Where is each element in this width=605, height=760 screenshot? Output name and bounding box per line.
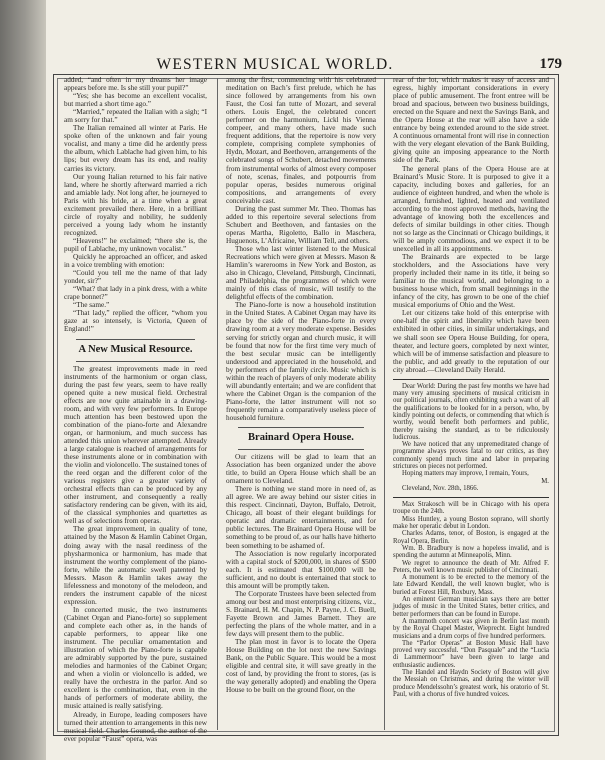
paragraph: The Brainards are expected to be large stockholders, and the Associations have very properly included their name in its title, it being so familiar to the musical world, and belonging to a business house which, from small beginnings in the infancy of the city, has grown to be one of the chief musical emporiums of Ohio and the West. xyxy=(393,253,549,310)
paragraph: added, “and often in my dreams her image appears before me. Is she still your pupil?” xyxy=(64,76,207,93)
section-rule xyxy=(238,427,364,428)
paragraph: Quickly he approached an officer, and asked in a voice trembling with emotion: xyxy=(64,253,207,270)
section-rule xyxy=(393,497,549,498)
paragraph: The great improvement, in quality of tone, attained by the Mason & Hamlin Cabinet Organ, doing away with the nasal reediness of the physharmonica or harmonium, has made that instrument the worthy complement of the piano-forte, while the automatic swell patented by Messrs. Mason & Hamlin takes away the lifelessness and monotony of the melodeon, and renders the instrument capable of the nicest expression. xyxy=(64,525,207,606)
paragraph: “What? that lady in a pink dress, with a white crape bonnet?” xyxy=(64,285,207,302)
news-note: The “Parlor Operas” at Boston Music Hall have proved very successful. “Don Pasquale” and the “Lucia di Lammermoor” have been given to large and enthusiastic audiences. xyxy=(393,639,549,669)
letter-paragraph: Hoping matters may improve, I remain, Yours, xyxy=(402,470,529,478)
section-rule xyxy=(76,339,195,340)
news-note: The Handel and Haydn Society of Boston will give the Messiah on Christmas, and during the winter will produce Mendelssohn’s greatest work, his oratorio of St. Paul, with a chorus of five hundred voices. xyxy=(393,669,549,698)
news-note: Wm. B. Bradbury is now a hopeless invalid, and is spending the autumn at Minneapolis, Minn. xyxy=(393,544,549,560)
news-note: Miss Huntley, a young Boston soprano, will shortly make her operatic debut in London. xyxy=(393,515,549,531)
column-divider xyxy=(217,78,218,730)
paragraph: The Italian remained all winter at Paris. He spoke often of the unknown and fair young vocalist, and many a time did he ardently press the album, which Lablache had given him, to his lips; but every dream has its end, and reality carries its victory. xyxy=(64,124,207,173)
paragraph: The Corporate Trustees have been selected from among our best and most enterprising citizens, viz., S. Brainard, H. M. Chapin, N. P. Payne, J. C. Buell, Fayette Brown and James Barnett. They are perfecting the plans of the whole matter, and in a few days will present them to the public. xyxy=(226,589,376,639)
paragraph: “Married,” repeated the Italian with a sigh; “I am sorry for that.” xyxy=(64,108,207,125)
paragraph: “Heavens!” he exclaimed; “there she is, the pupil of Lablache, my unknown vocalist.” xyxy=(64,236,207,253)
column-2 xyxy=(226,76,376,726)
letter-signature: M. xyxy=(541,477,549,485)
section-rule xyxy=(76,361,195,362)
section-rule xyxy=(238,449,364,450)
page-number: 179 xyxy=(539,56,562,72)
paragraph: The Association is now regularly incorporated with a capital stock of $200,000, in shares of $500 each. It is estimated that $100,000 will be sufficient, and no doubt is entertained that stock to this amount will be promptly taken. xyxy=(226,549,376,590)
paragraph: Those who last winter listened to the Musical Recreations which were given at Messrs. Mason & Hamlin’s warerooms in New York and Boston, as also in Chicago, Cleveland, Pittsburgh, Cincinnati, and Philadelphia, the programmes of which were mainly of this class of music, will testify to the delightful effects of the combination. xyxy=(226,244,376,302)
binding-shadow xyxy=(0,0,46,760)
column-divider xyxy=(384,78,385,730)
paragraph: Let our citizens take hold of this enterprise with one-half the spirit and liberality which have been exhibited in other cities, in similar undertakings, and we shall soon see Opera House Building, for opera, theater, and lecture goers, completed by next winter, which will be of immense satisfaction and pleasure to the public, and add greatly to the reputation of our city abroad.—Cleveland Daily Herald. xyxy=(393,309,549,374)
paragraph: “Could you tell me the name of that lady yonder, sir?” xyxy=(64,269,207,286)
letter-paragraph: Dear World: During the past few months we have had many very amusing specimens of musical criticism in our political journals, often exhibiting such a want of all the qualifications to be looked for in a person, who, by kindly pointing out defects, or commending that which is worthy, would benefit both performers and public, thereby raising the standard, as to be ridiculously ludicrous. xyxy=(393,382,549,441)
paragraph: In concerted music, the two instruments (Cabinet Organ and Piano-forte) so supplement and complete each other as, in the hands of capable performers, to appear like one instrument. The peculiar ornamentation and illustration of which the Piano-forte is capable are admirably supported by the pure, sustained melodies and harmonies of the Cabinet Organ; and when a violin or violoncello is added, we really have the orchestra in the parlor. And so excellent is the combination, that, even in the hands of performers of moderate ability, the music attained is really satisfying. xyxy=(64,605,207,711)
running-header xyxy=(40,56,562,74)
paragraph: among the first, commencing with his celebrated meditation on Bach’s first prelude, which he has since followed by arrangements from his own Faust, the Cosi fan tutte of Mozart, and several others. Louis Engel, the celebrated concert performer on the harmonium, Lickl his Vienna compeer, and many others, have made such frequent additions, that the repertoire is now very complete, comprising complete symphonies of Hydn, Mozart, and Beethoven, arrangements of the celebrated songs of Schubert, detached movements from instrumental works of almost every composer of note, scenas, finales, and potpourris from popular operas, besides numerous original compositions, and arrangements of every conceivable cast. xyxy=(226,76,376,205)
paragraph: “Yes; she has become an excellent vocalist, but married a short time ago.” xyxy=(64,92,207,109)
paragraph: The Piano-forte is now a household institution in the United States. A Cabinet Organ may have its place by the side of the Piano-forte in every drawing room at a very moderate expense. Besides serving for strictly organ and church music, it will be found that now for the first time very much of the best secular music can be intelligently understood and appreciated in the household, and by performers of the family circle. Music which is within the reach of players of only moderate ability will abundantly entertain; and we are confident that where the Cabinet Organ is the companion of the Piano-forte, the latter instrument will not so frequently remain a comparatively useless piece of household furniture. xyxy=(226,301,376,422)
news-note: We regret to announce the death of Mr. Alfred F. Peters, the well known music publisher of Cincinnati. xyxy=(393,559,549,574)
news-note: Charles Adams, tenor, of Boston, is engaged at the Royal Opera, Berlin. xyxy=(393,530,549,545)
section-rule xyxy=(393,379,549,380)
paragraph: rear of the lot, which makes it easy of access and egress, highly important considerations in every place of public amusement. The front entree will be broad and spacious, between two business buildings, erected on the Square and next the Savings Bank, and the Opera House at the rear will also have a side entrance by being extended around to the side street. A continuous ornamental front will rise in connection with the very elegant elevation of the Bank Building, giving quite an imposing appearance to the North side of the Park. xyxy=(393,76,549,165)
paragraph: Already, in Europe, leading composers have turned their attention to arrangements in this new musical field. Charles Gounod, the author of the ever popular “Faust” opera, was xyxy=(64,710,207,743)
periodical-title: WESTERN MUSICAL WORLD. xyxy=(156,56,394,73)
paragraph: The greatest improvements made in reed instruments of the harmonium or organ class, during the past few years, seem to have really opened quite a new musical field. Orchestral effects are now quite attainable in a drawing-room, and with very few performers. In Europe much attention has been bestowed upon the combination of the piano-forte and Alexandre organ, or harmonium, and much success has attended this union wherever attempted. Already a large catalogue is reached of arrangements for these instruments alone or in combination with the violin and violoncello. The sustained tones of the reed organ and the different color of the various registers give a greater variety of orchestral effects than can be produced by any other instrument, and consequently a really satisfactory rendering can be given, with its aid, of the classical symphonies and quartettes as well as of selections from operas. xyxy=(64,364,207,526)
news-note: A monument is to be erected to the memory of the late Edward Kendall, the well known bugler, who is buried at Forest Hill, Roxbury, Mass. xyxy=(393,574,549,596)
paragraph: “The same.” xyxy=(73,301,110,310)
paragraph: The general plans of the Opera House are at Brainard’s Music Store. It is purposed to give it a capacity, including boxes and galleries, for an audience of eighteen hundred, and when the whole is arranged, furnished, lighted, heated and ventilated according to the most approved methods, having the advantage of knowing both the excellences and defects of similar buildings in other cities. Though not so large as the Cincinnati or Chicago buildings, it will be amply commodious, and we expect it to be unexcelled in all its appointments. xyxy=(393,164,549,253)
column-3 xyxy=(393,76,549,726)
letter-paragraph: We have noticed that any unpremeditated change of programme always proves fatal to our critics, as they commonly spend much time and labor in preparing strictures on pieces not performed. xyxy=(393,441,549,470)
news-note: Max Strakosch will be in Chicago with his opera troupe on the 24th. xyxy=(393,501,549,516)
article-heading: Brainard Opera House. xyxy=(248,432,354,444)
paragraph: Our citizens will be glad to learn that an Association has been organized under the above title, to build an Opera House which shall be an ornament to Cleveland. xyxy=(226,453,376,486)
news-note: An eminent German musician says there are better judges of music in the United States, better critics, and better performers than can be found in Europe. xyxy=(393,596,549,618)
column-1 xyxy=(64,76,207,743)
news-note: A mammoth concert was given in Berlin last month by the Royal Chapel Master, Wieprecht. Eight hundred musicians and a drum corps of five hundred performers. xyxy=(393,617,549,640)
paragraph: The plan most in favor is to locate the Opera House Building on the lot next the new Savings Bank, on the Public Square. This would be a most eligible and central site, it will save greatly in the cost of land, by providing the front to stores, (as is the way generally adopted) and enabling the Opera House to be built on the ground floor, on the xyxy=(226,638,376,695)
paragraph: There is nothing we stand more in need of, as all agree. We are away behind our sister cities in this respect. Cincinnati, Dayton, Buffalo, Detroit, Chicago, all boast of their elegant buildings for operatic and dramatic entertainments, and for public lectures. The Brainard Opera House will be something to be proud of, as our halls have hitherto been something to be ashamed of. xyxy=(226,485,376,550)
letter-dateline: Cleveland, Nov. 28th, 1866. xyxy=(402,484,479,492)
article-heading: A New Musical Resource. xyxy=(78,343,193,355)
paragraph: During the past summer Mr. Theo. Thomas has added to this repertoire several selections from Schubert and Beethoven, and fantasies on the operas Martha, Rigoletto, Ballo in Maschera, Huguenots, L’Africaine, William Tell, and others. xyxy=(226,204,376,245)
paragraph: Our young Italian returned to his fair native land, where he shortly afterward married a rich and amiable lady. Not long after, he journeyed to Paris with his bride, at a time when a great excitement prevailed there. Here, in a brilliant circle of royalty and nobility, he suddenly perceived a young lady whom he instantly recognized. xyxy=(64,172,207,237)
paragraph: “That lady,” replied the officer, “whom you gaze at so intensely, is Victoria, Queen of England!” xyxy=(64,309,207,334)
